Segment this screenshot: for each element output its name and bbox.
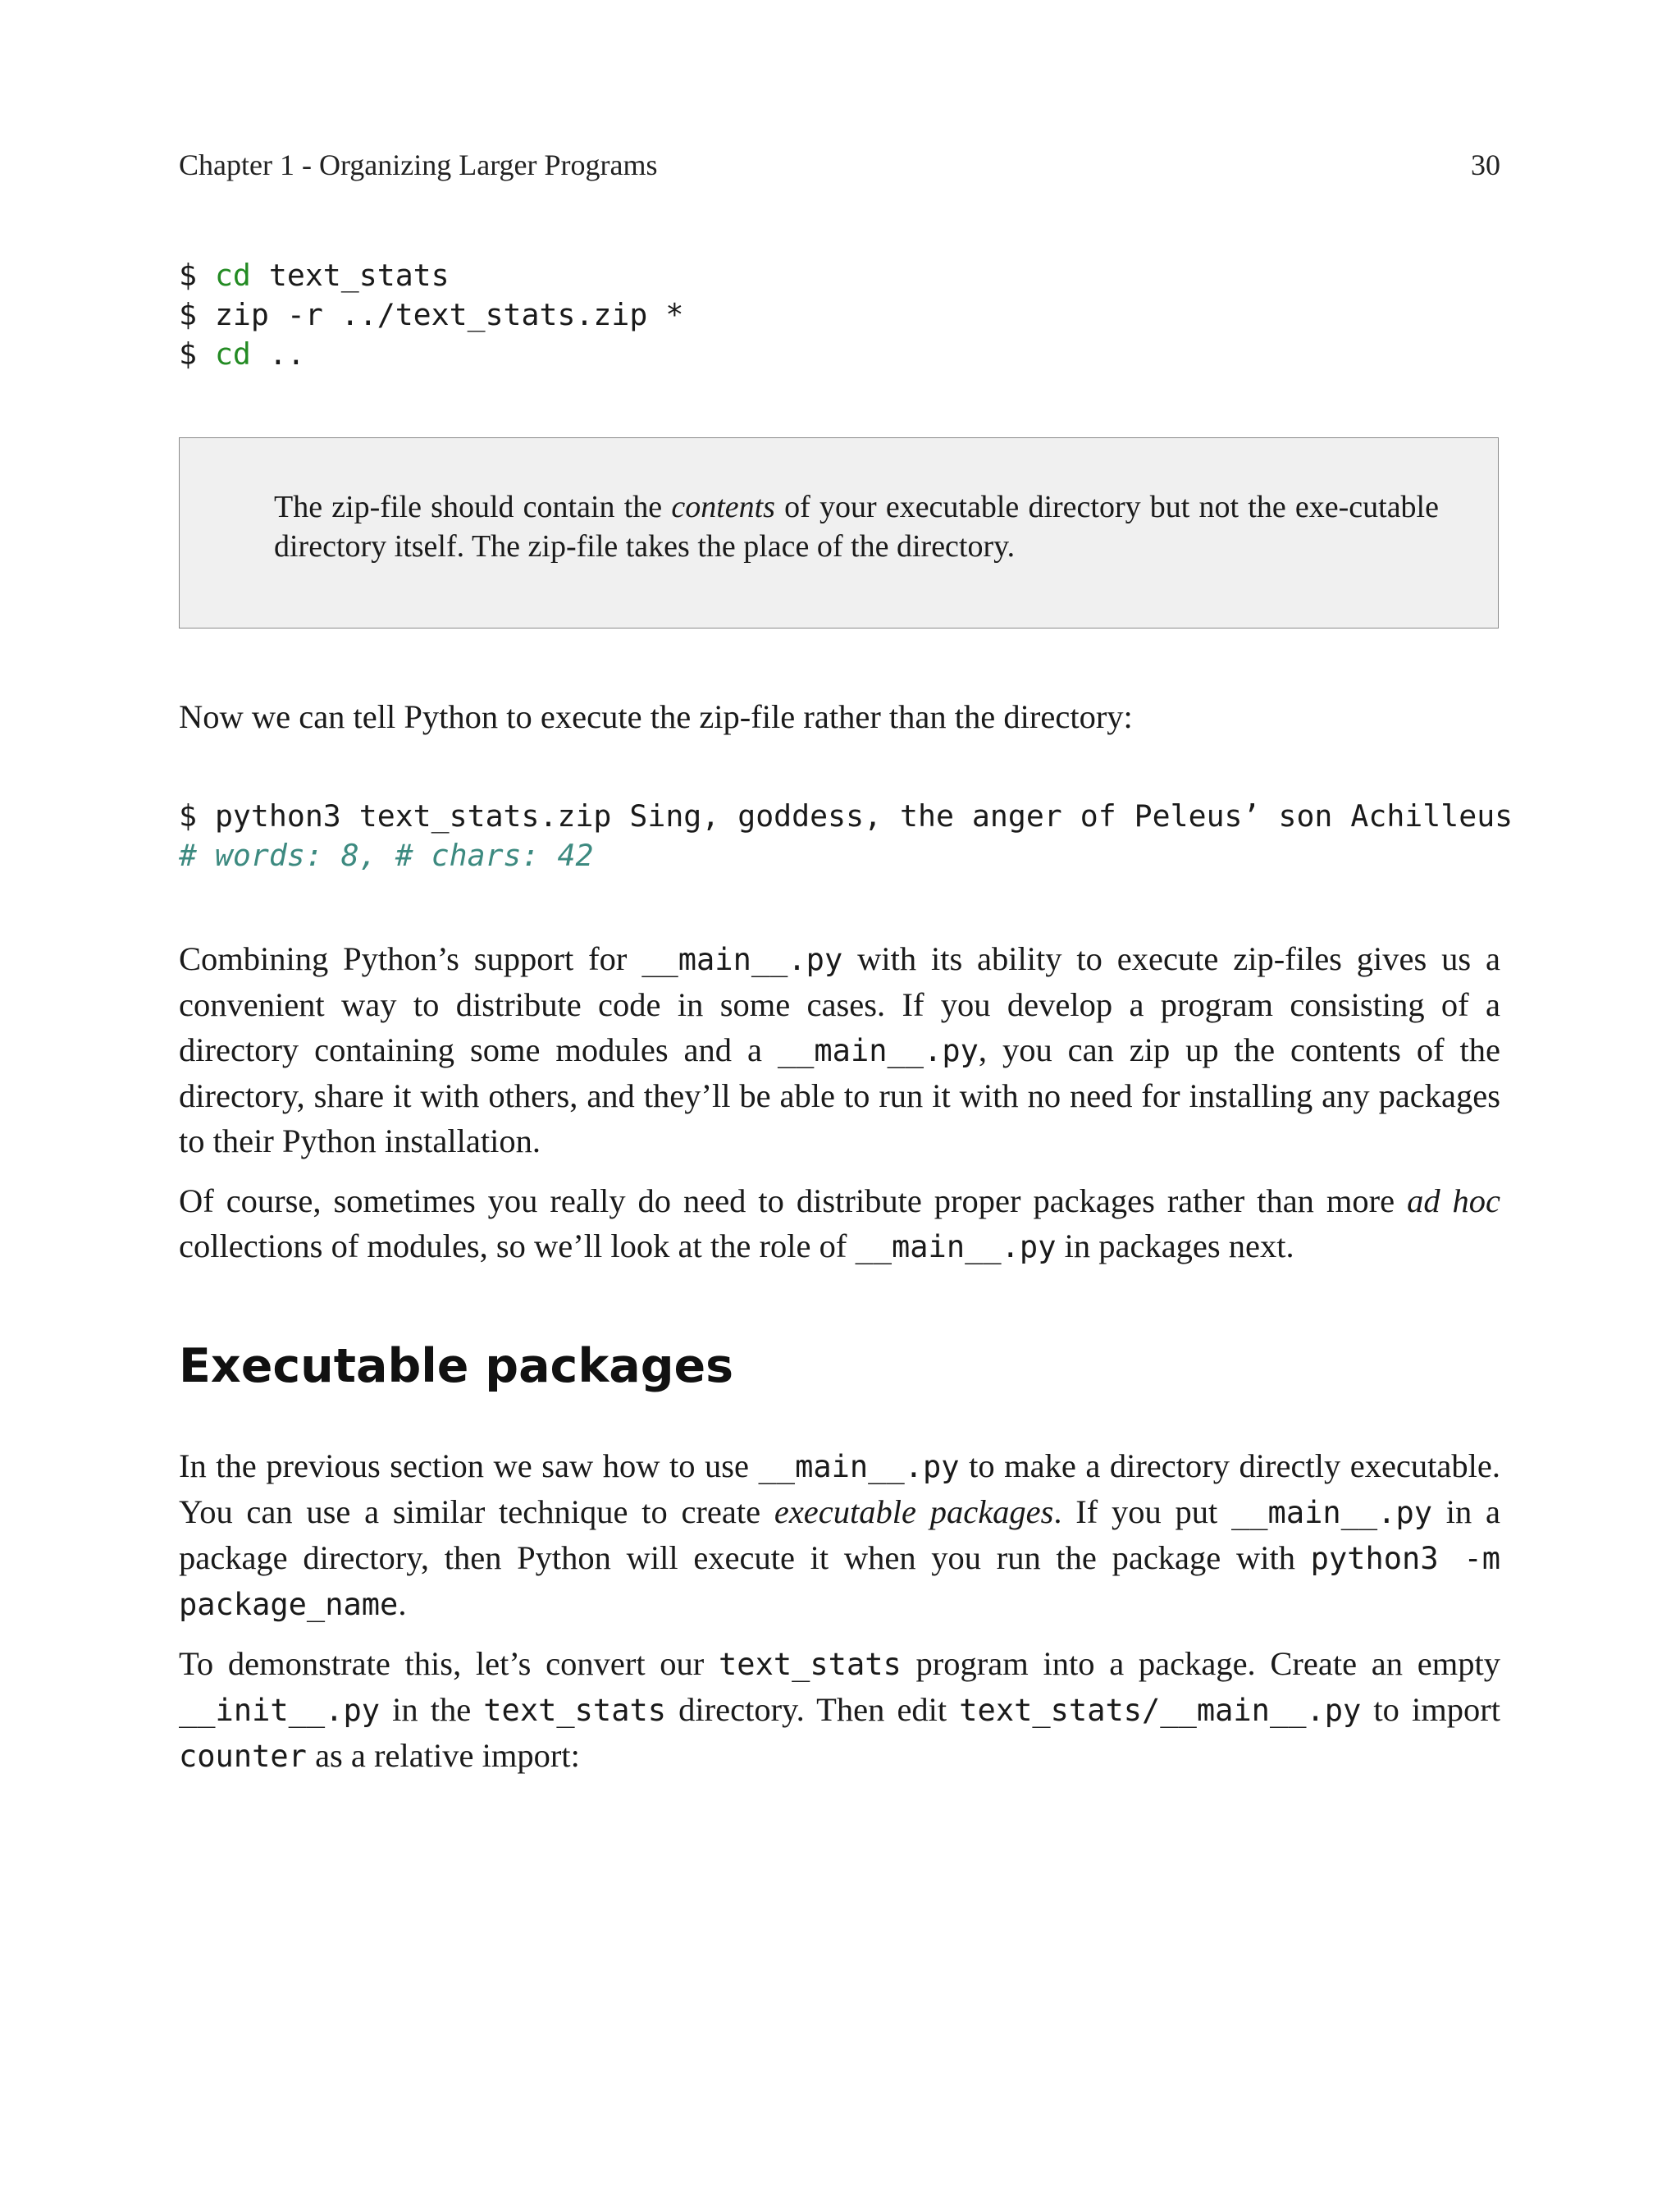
inline-code: python3 -m package_name	[179, 1541, 1501, 1622]
inline-code: counter	[179, 1739, 307, 1774]
paragraph-of-course: Of course, sometimes you really do need to distribute proper packages rather than more ad hoc collections of modules, so we’ll look at the role of __main__.py in packages next.	[179, 1182, 1500, 1264]
code-line: $ cd ..	[179, 336, 305, 372]
page-number: 30	[1471, 149, 1500, 181]
paragraph-intro-zip: Now we can tell Python to execute the zip-file rather than the directory:	[179, 698, 1133, 735]
code-command: $ python3 text_stats.zip Sing, goddess, the anger of Peleus’ son Achilleus	[179, 798, 1513, 834]
chapter-title: Chapter 1 - Organizing Larger Programs	[179, 149, 658, 181]
note-text: The zip-file should contain the contents of your executable directory but not the exe-cutable directory itself. The zip-file takes the place of the directory.	[274, 490, 1439, 564]
inline-code: __main__.py	[758, 1449, 960, 1484]
inline-code: __main__.py	[1231, 1495, 1433, 1530]
inline-code: __init__.py	[179, 1693, 381, 1728]
paragraph-executable-packages: In the previous section we saw how to use __main__.py to make a directory directly executable. You can use a similar technique to create executable packages. If you put __main__.py in a package directory, then Python will execute it when you run the package with python3 -m package_name.	[179, 1447, 1501, 1622]
code-line: $ cd text_stats	[179, 258, 450, 293]
code-block-run-zip	[179, 797, 1513, 875]
code-line: $ zip -r ../text_stats.zip *	[179, 297, 684, 332]
paragraph-combining: Combining Python’s support for __main__.py with its ability to execute zip-files gives us a convenient way to distribute code in some cases. If you develop a program consisting of a directory containing some modules and a __main__.py, you can zip up the contents of the directory, share it with others, and they’ll be able to run it with no need for installing any packages to their Python installation.	[179, 940, 1500, 1159]
code-block-zip	[179, 256, 683, 374]
inline-code: __main__.py	[641, 942, 843, 977]
section-heading: Executable packages	[179, 1339, 734, 1393]
code-output: # words: 8, # chars: 42	[179, 838, 594, 873]
inline-code: __main__.py	[855, 1229, 1057, 1264]
info-note-box	[179, 437, 1499, 629]
inline-code: text_stats	[719, 1647, 902, 1682]
page-header	[179, 144, 1500, 185]
inline-code: __main__.py	[777, 1033, 979, 1068]
inline-code: text_stats/__main__.py	[959, 1693, 1362, 1728]
inline-code: text_stats	[483, 1693, 667, 1728]
paragraph-demonstrate: To demonstrate this, let’s convert our text_stats program into a package. Create an empty __init__.py in the text_stats directory. Then edit text_stats/__main__.py to import counter as a relative import:	[179, 1645, 1501, 1774]
